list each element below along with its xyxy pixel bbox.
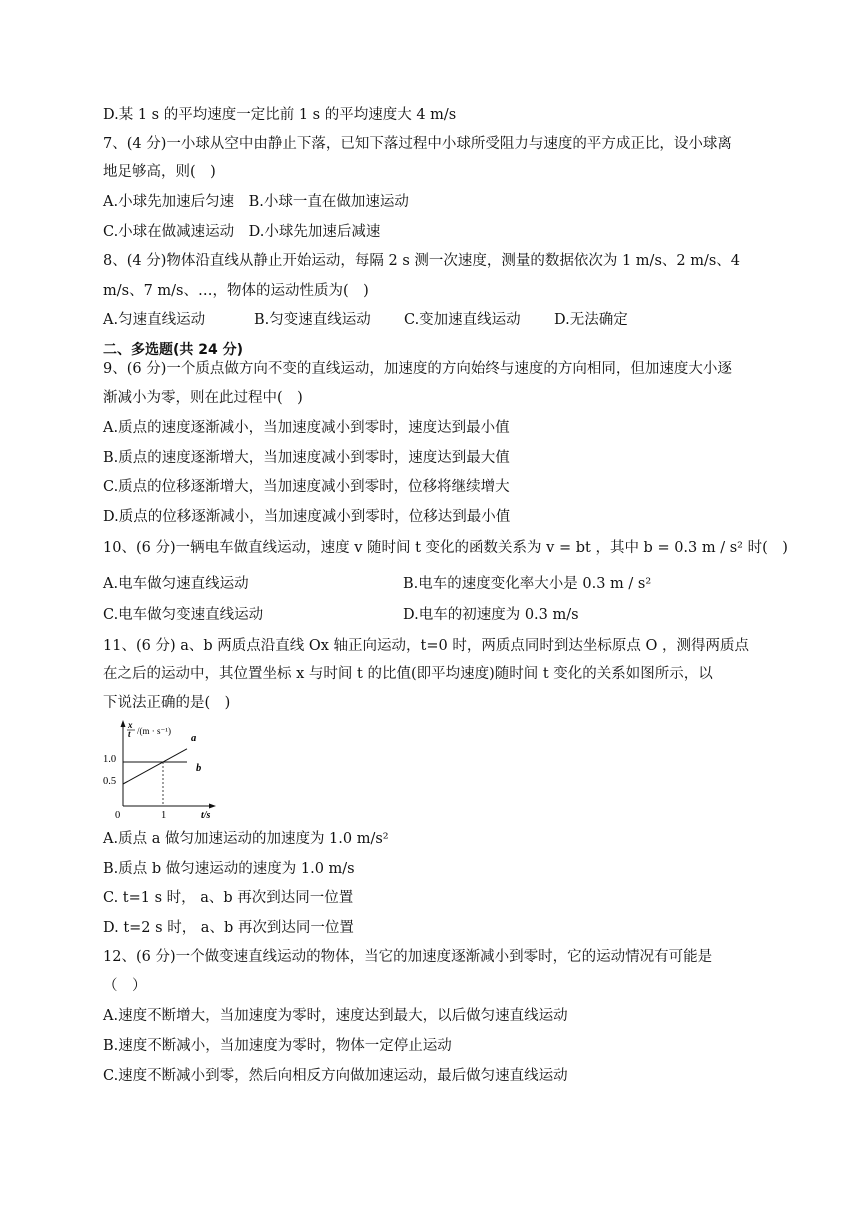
tick-label-origin: 0 [115,810,121,821]
tick-label-0-5: 0.5 [103,776,117,787]
q9-option-d: D.质点的位移逐渐减小，当加速度减小到零时，位移达到最小值 [103,509,511,525]
q11-stem-line3: 下说法正确的是( ) [103,695,231,711]
q10-option-a: A.电车做匀速直线运动 [103,576,249,592]
y-axis-arrow [121,720,126,727]
q11-option-d: D. t=2 s 时， a、b 再次到达同一位置 [103,920,354,936]
q12-stem-line1: 12、(6 分)一个做变速直线运动的物体，当它的加速度逐渐减小到零时，它的运动情况有可能是 [103,949,713,965]
q7-options-ab: A.小球先加速后匀速 B.小球一直在做加速运动 [103,194,409,210]
y-label-denominator: t [128,729,131,739]
q11-stem-line1: 11、(6 分) a、b 两质点沿直线 Ox 轴正向运动，t=0 时，两质点同时到达坐标原点 O ，测得两质点 [103,638,749,654]
section-heading: 二、多选题(共 24 分) [103,342,244,358]
q8-option-a: A.匀速直线运动 [103,312,206,328]
q10-stem: 10、(6 分)一辆电车做直线运动，速度 v 随时间 t 变化的函数关系为 v = bt ，其中 b = 0.3 m / s² 时( ) [103,540,788,556]
series-b-label: b [196,763,202,774]
q9-option-c: C.质点的位移逐渐增大，当加速度减小到零时，位移将继续增大 [103,479,510,495]
q9-stem-line2: 渐减小为零，则在此过程中( ) [103,390,303,406]
q8-option-c: C.变加速直线运动 [404,312,521,328]
q11-graph [100,716,225,822]
q9-option-b: B.质点的速度逐渐增大，当加速度减小到零时，速度达到最大值 [103,450,510,466]
q8-stem-line1: 8、(4 分)物体沿直线从静止开始运动，每隔 2 s 测一次速度，测量的数据依次为 1 m/s、2 m/s、4 [103,253,741,269]
q10-option-d: D.电车的初速度为 0.3 m/s [403,607,579,623]
x-axis-label: t/s [201,810,211,821]
y-label-numerator: x [128,720,133,730]
series-a-line [123,749,187,784]
q11-option-b: B.质点 b 做匀速运动的速度为 1.0 m/s [103,861,355,877]
x-axis-arrow [209,804,216,809]
q11-option-c: C. t=1 s 时， a、b 再次到达同一位置 [103,890,354,906]
q9-option-a: A.质点的速度逐渐减小，当加速度减小到零时，速度达到最小值 [103,420,510,436]
q11-stem-line2: 在之后的运动中，其位置坐标 x 与时间 t 的比值(即平均速度)随时间 t 变化的关系如图所示，以 [103,666,713,682]
q11-option-a: A.质点 a 做匀加速运动的加速度为 1.0 m/s² [103,831,389,847]
q12-option-c: C.速度不断减小到零，然后向相反方向做加速运动，最后做匀速直线运动 [103,1068,568,1084]
q10-option-b: B.电车的速度变化率大小是 0.3 m / s² [403,576,652,592]
q12-stem-line2: （ ） [103,978,147,994]
tick-label-1-0: 1.0 [103,754,117,765]
q8-option-b: B.匀变速直线运动 [254,312,371,328]
series-a-label: a [191,733,197,744]
q8-option-d: D.无法确定 [554,312,628,328]
q6-option-d: D.某 1 s 的平均速度一定比前 1 s 的平均速度大 4 m/s [103,107,457,123]
q8-stem-line2: m/s、7 m/s、…，物体的运动性质为( ) [103,283,369,299]
q12-option-a: A.速度不断增大，当加速度为零时，速度达到最大，以后做匀速直线运动 [103,1008,568,1024]
y-label-unit: /(m · s⁻¹) [137,726,171,736]
q7-options-cd: C.小球在做减速运动 D.小球先加速后减速 [103,224,381,240]
q7-stem-line2: 地足够高，则( ) [103,164,216,180]
q10-option-c: C.电车做匀变速直线运动 [103,607,264,623]
q12-option-b: B.速度不断减小，当加速度为零时，物体一定停止运动 [103,1038,452,1054]
tick-label-t1: 1 [161,810,167,821]
q9-stem-line1: 9、(6 分)一个质点做方向不变的直线运动，加速度的方向始终与速度的方向相同，但加速度大小逐 [103,361,732,377]
q7-stem-line1: 7、(4 分)一小球从空中由静止下落，已知下落过程中小球所受阻力与速度的平方成正比，设小球离 [103,136,732,152]
